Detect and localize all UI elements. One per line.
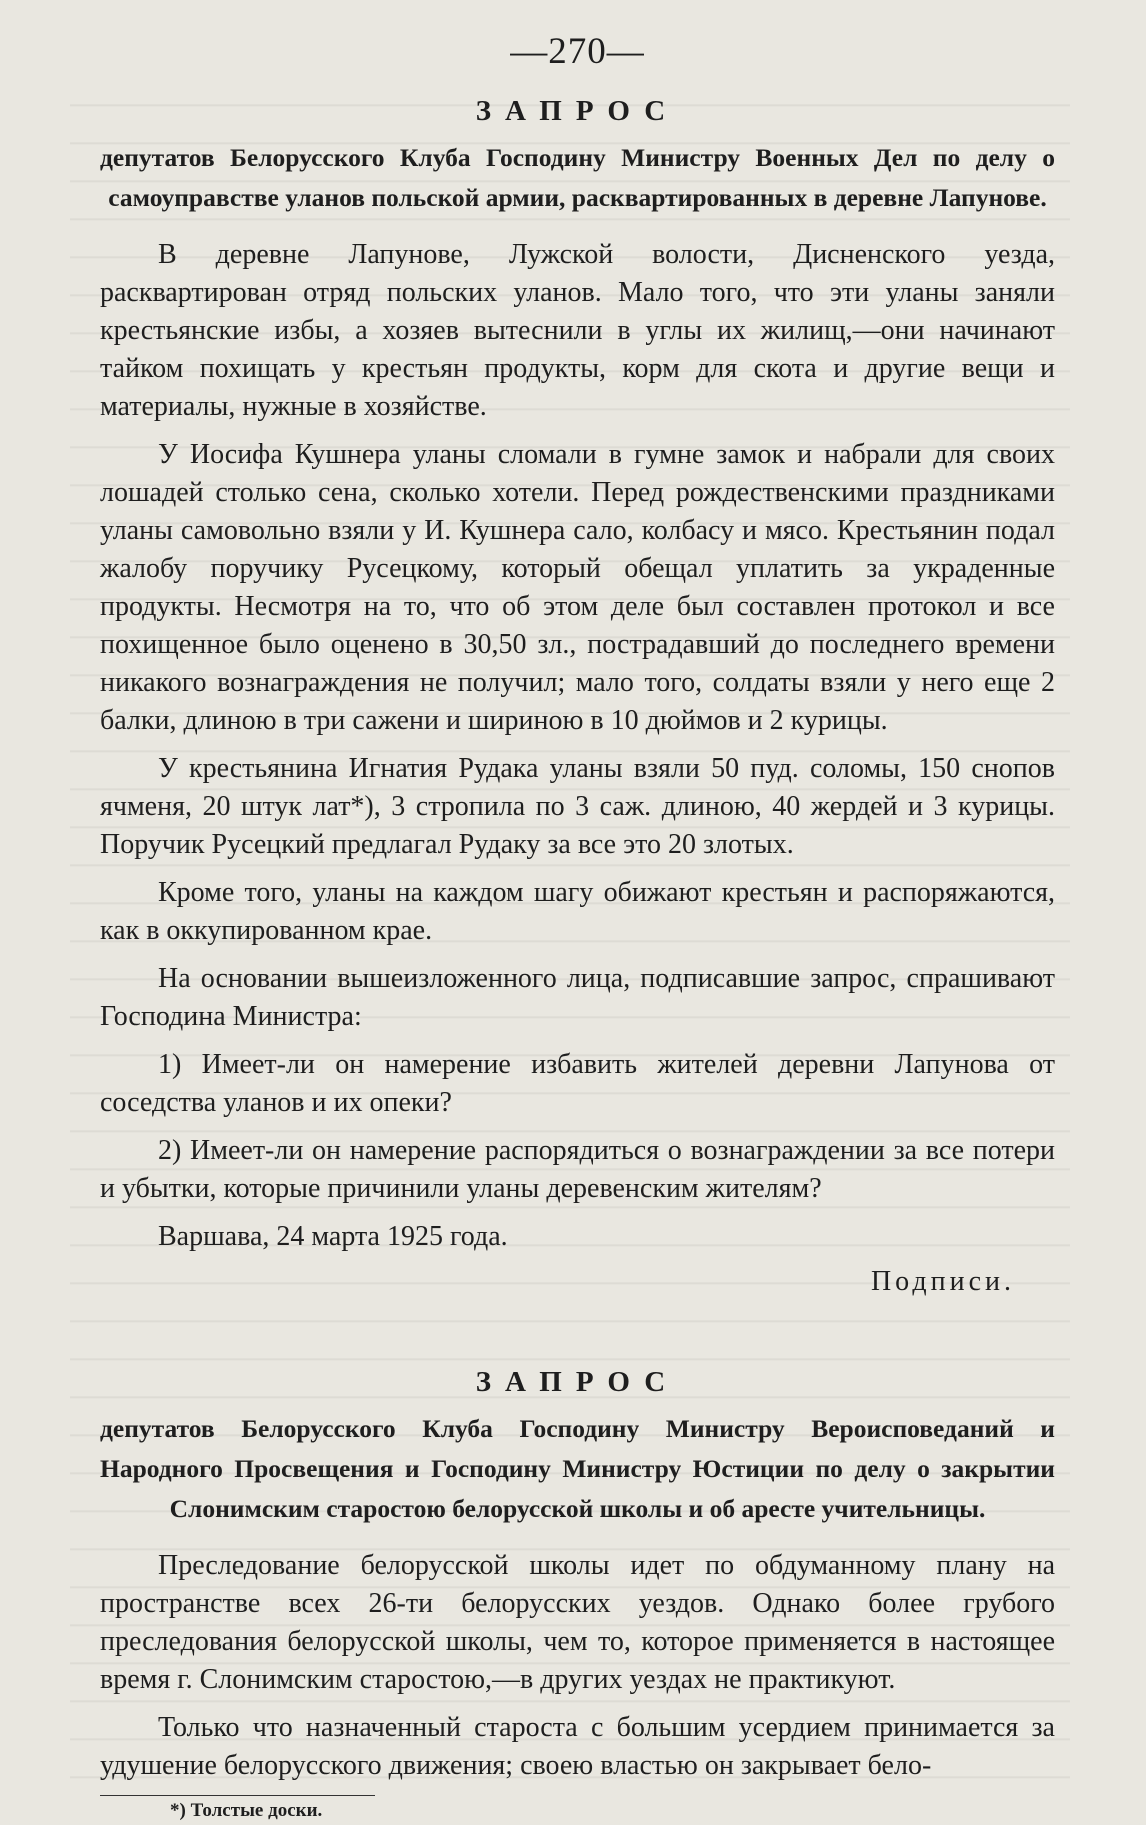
footnote-rule bbox=[100, 1795, 375, 1796]
section2-paragraph: Преследование белорусской школы идет по обдуманному плану на пространстве всех 26-ти белорусских уездов. Однако более грубого преследования белорусской школы, чем то, которое применяется в настоящее время г. Слонимским старостою,—в других уездах не практикуют. bbox=[100, 1550, 1055, 1695]
section2-paragraph: Только что назначенный староста с большим усердием принимается за удушение белорусского движения; своею властью он закрывает бело- bbox=[100, 1712, 1055, 1781]
section1-paragraph: На основании вышеизложенного лица, подписавшие запрос, спрашивают Господина Министра: bbox=[100, 963, 1055, 1032]
section1-question-2: 2) Имеет-ли он намерение распорядиться о вознаграждении за все потери и убытки, которые причинили уланы деревенским жителям? bbox=[100, 1135, 1055, 1204]
page-number: —270— bbox=[510, 31, 645, 72]
section2-title: ЗАПРОС bbox=[475, 1366, 680, 1398]
section1-paragraph: Кроме того, уланы на каждом шагу обижают крестьян и распоряжаются, как в оккупированном крае. bbox=[100, 877, 1055, 946]
section1-date: Варшава, 24 марта 1925 года. bbox=[158, 1221, 508, 1252]
section1-subtitle: депутатов Белорусского Клуба Господину Министру Военных Дел по делу о самоуправстве уланов польской армии, расквартированных в деревне Лапунове. bbox=[100, 143, 1055, 212]
section1-signatures: Подписи. bbox=[870, 1266, 1015, 1297]
section1-paragraph: В деревне Лапунове, Лужской волости, Дисненского уезда, расквартирован отряд польских уланов. Мало того, что эти уланы заняли крестьянские избы, а хозяев вытеснили в углы их жилищ,—они начинают тайком похищать у крестьян продукты, корм для скота и другие вещи и материалы, нужные в хозяйстве. bbox=[100, 239, 1055, 422]
page-content bbox=[100, 30, 1055, 1822]
section1-paragraph: У крестьянина Игнатия Рудака уланы взяли 50 пуд. соломы, 150 снопов ячменя, 20 штук лат*), 3 стропила по 3 саж. длиною, 40 жердей и 3 курицы. Поручик Русецкий предлагал Рудаку за все это 20 злотых. bbox=[100, 753, 1055, 860]
section1-question-1: 1) Имеет-ли он намерение избавить жителей деревни Лапунова от соседства уланов и их опеки? bbox=[100, 1049, 1055, 1118]
footnote: *) Толстые доски. bbox=[170, 1800, 323, 1821]
section1-title: ЗАПРОС bbox=[475, 95, 680, 127]
section2-subtitle: депутатов Белорусского Клуба Господину Министру Вероисповеданий и Народного Просвещения и Господину Министру Юстиции по делу о закрытии Слонимским старостою белорусской школы и об аресте учительницы. bbox=[100, 1414, 1055, 1523]
section1-paragraph: У Иосифа Кушнера уланы сломали в гумне замок и набрали для своих лошадей столько сена, сколько хотели. Перед рождественскими праздниками уланы самовольно взяли у И. Кушнера сало, колбасу и мясо. Крестьянин подал жалобу поручику Русецкому, который обещал уплатить за украденные продукты. Несмотря на то, что об этом деле был составлен протокол и все похищенное было оценено в 30,50 зл., пострадавший до последнего времени никакого вознаграждения не получил; мало того, солдаты взяли у него еще 2 балки, длиною в три сажени и шириною в 10 дюймов и 2 курицы. bbox=[100, 439, 1055, 736]
section-spacer bbox=[100, 1312, 1055, 1366]
